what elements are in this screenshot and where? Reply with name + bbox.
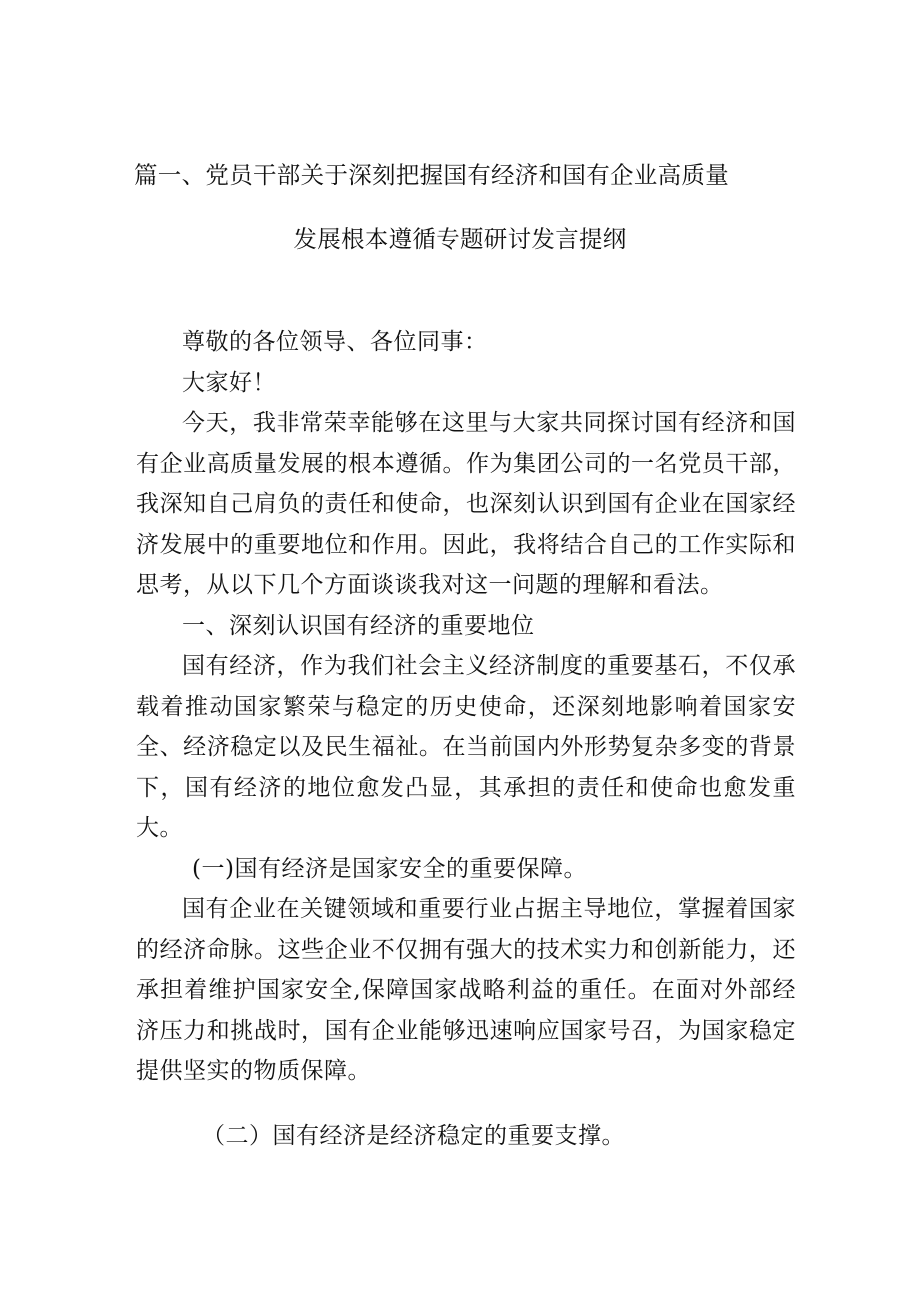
section-heading-1: 一、深刻认识国有经济的重要地位 [182, 612, 535, 639]
intro-paragraph: 今天，我非常荣幸能够在这里与大家共同探讨国有经济和国有企业高质量发展的根本遵循。作为集团公司的一名党员干部，我深知自己肩负的责任和使命，也深刻认识到国有企业在国家经济发展中的重要地位和作用。因此，我将结合自己的工作实际和思考，从以下几个方面谈谈我对这一问题的理解和看法。 [136, 410, 796, 598]
greeting: 大家好！ [182, 369, 276, 396]
subsection-heading-1: (一)国有经济是国家安全的重要保障。 [192, 855, 587, 882]
document-title-line-1: 篇一、党员干部关于深刻把握国有经济和国有企业高质量 [134, 161, 729, 189]
salutation: 尊敬的各位领导、各位同事： [182, 329, 488, 355]
subsection-1-paragraph: 国有企业在关键领域和重要行业占据主导地位，掌握着国家的经济命脉。这些企业不仅拥有强大的技术实力和创新能力，还承担着维护国家安全,保障国家战略利益的重任。在面对外部经济压力和挑战时，国有企业能够迅速响应国家号召，为国家稳定提供坚实的物质保障。 [136, 896, 796, 1084]
subsection-heading-2: （二）国有经济是经济稳定的重要支撑。 [202, 1122, 625, 1149]
document-body [136, 322, 796, 1156]
section-1-paragraph: 国有经济，作为我们社会主义经济制度的重要基石，不仅承载着推动国家繁荣与稳定的历史使命，还深刻地影响着国家安全、经济稳定以及民生福祉。在当前国内外形势复杂多变的背景下，国有经济的地位愈发凸显，其承担的责任和使命也愈发重大。 [136, 653, 796, 841]
document-title-line-2: 发展根本遵循专题研讨发言提纲 [293, 225, 627, 253]
